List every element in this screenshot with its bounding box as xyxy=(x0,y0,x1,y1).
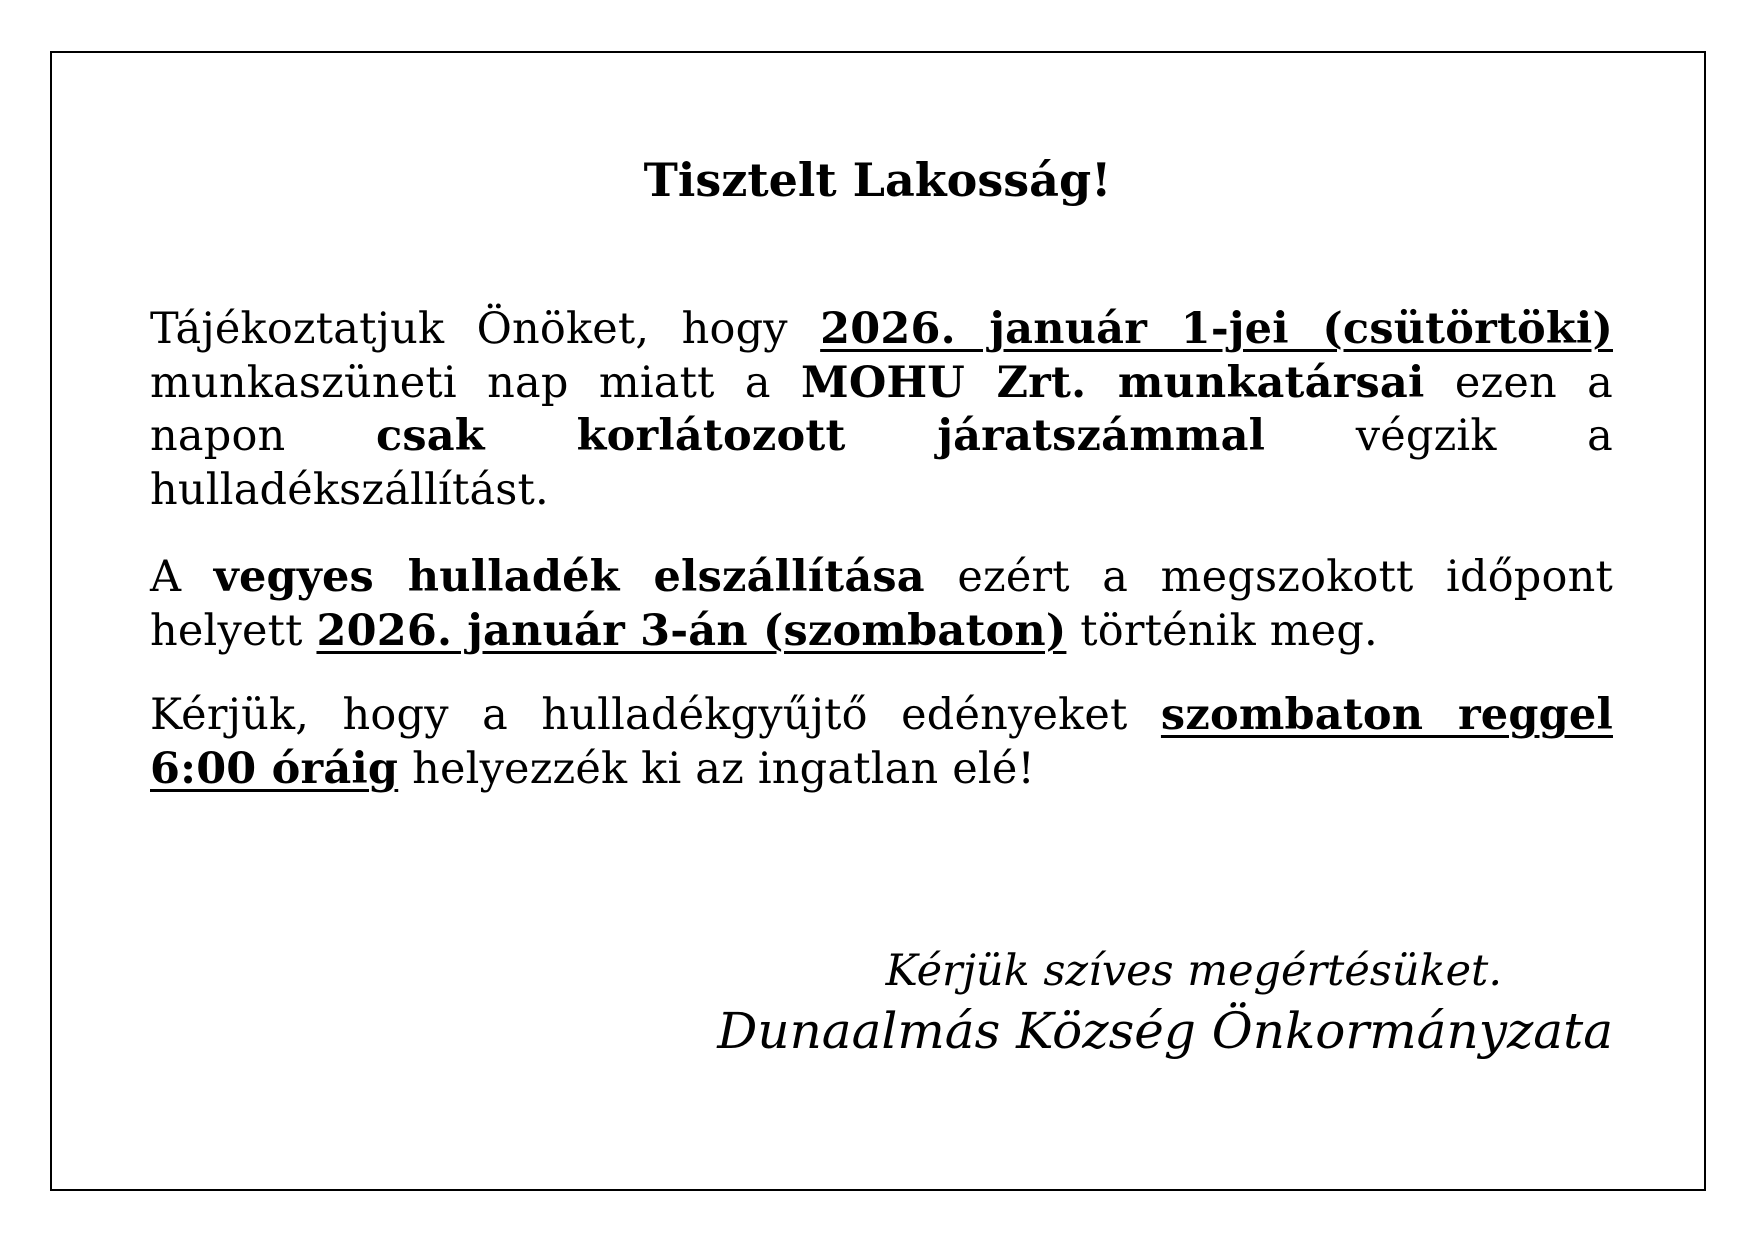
p1-text-2: munkaszüneti nap miatt a xyxy=(150,357,802,408)
new-collection-date: 2026. január 3-án (szombaton) xyxy=(316,605,1067,656)
limited-service: csak korlátozott járatszámmal xyxy=(375,411,1266,461)
p1-text-1: Tájékoztatjuk Önöket, hogy xyxy=(150,304,821,354)
p2-text-3: történik meg. xyxy=(1066,605,1378,656)
notice-title: Tisztelt Lakosság! xyxy=(643,153,1112,207)
p3-text-1: Kérjük, hogy a hulladékgyűjtő edényeket xyxy=(150,690,1161,740)
company-staff: MOHU Zrt. munkatársai xyxy=(801,357,1425,408)
paragraph-holiday-info xyxy=(150,303,1613,517)
mixed-waste-collection: vegyes hulladék elszállítása xyxy=(213,552,925,602)
p2-text-2: ezért a megszokott időpont helyett xyxy=(150,552,1613,656)
p3-text-2: helyezzék ki az ingatlan elé! xyxy=(398,743,1035,794)
paragraph-collection-date xyxy=(150,551,1613,658)
p1-text-3: ezen a napon xyxy=(150,357,1613,461)
p2-text-1: A xyxy=(150,552,214,602)
holiday-date: 2026. január 1-jei (csütörtöki) xyxy=(820,304,1613,354)
paragraph-request xyxy=(150,689,1613,796)
organization-signature: Dunaalmás Község Önkormányzata xyxy=(717,1002,1613,1060)
signoff-line: Kérjük szíves megértésüket. xyxy=(885,946,1502,996)
p1-text-4: végzik a hulladékszállítást. xyxy=(150,411,1613,515)
bin-deadline: szombaton reggel 6:00 óráig xyxy=(150,690,1613,794)
